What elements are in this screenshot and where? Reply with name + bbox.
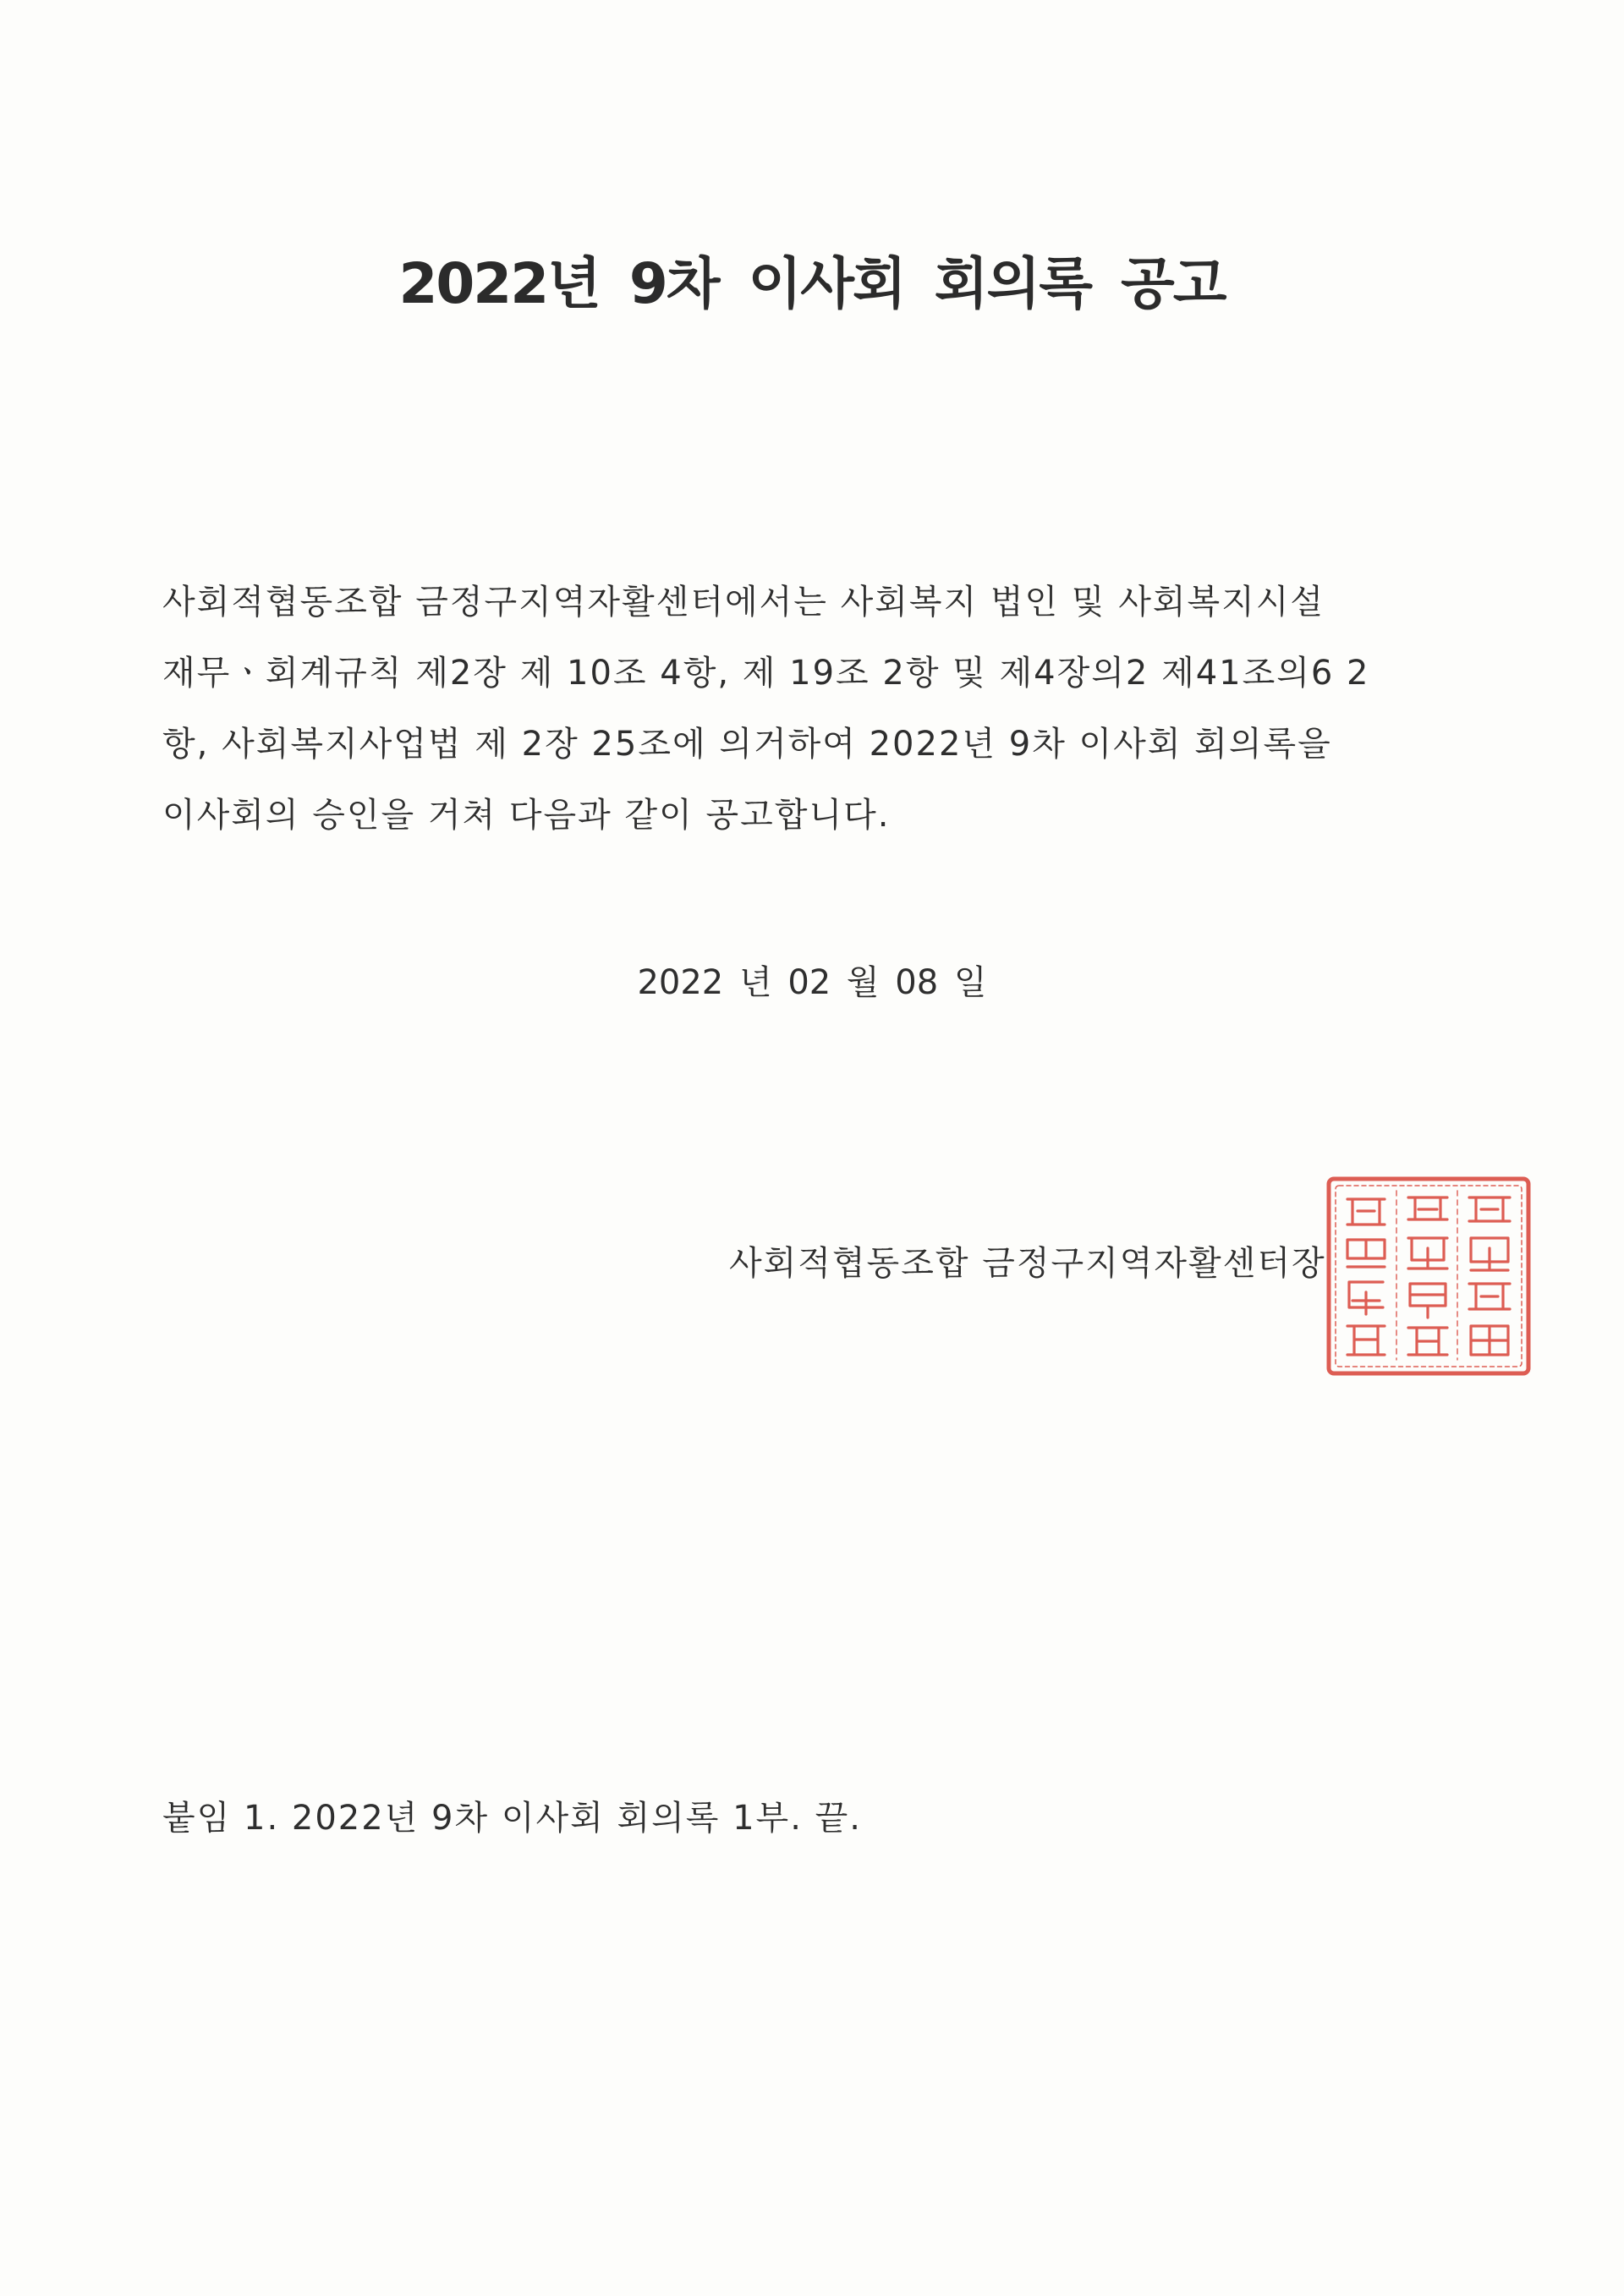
body-line-2: 재무ㆍ회계규칙 제2장 제 10조 4항, 제 19조 2항 및 제4장의2 제41조의6 2	[162, 654, 1370, 693]
notice-body	[162, 567, 1482, 851]
body-line-1: 사회적협동조합 금정구지역자활센터에서는 사회복지 법인 및 사회복지시설	[162, 583, 1325, 622]
seal-icon	[1324, 1174, 1533, 1378]
signatory-name: 사회적협동조합 금정구지역자활센터장	[729, 1244, 1326, 1283]
official-seal-stamp	[1324, 1174, 1533, 1378]
attachment-note: 붙임 1. 2022년 9차 이사회 회의록 1부. 끝.	[162, 1799, 862, 1838]
document-title: 2022년 9차 이사회 회의록 공고	[398, 251, 1226, 316]
body-line-4: 이사회의 승인을 거쳐 다음과 같이 공고합니다.	[162, 796, 891, 835]
notice-date: 2022 년 02 월 08 일	[637, 963, 987, 1002]
body-line-3: 항, 사회복지사업법 제 2장 25조에 의거하여 2022년 9차 이사회 회의록을	[162, 725, 1332, 764]
